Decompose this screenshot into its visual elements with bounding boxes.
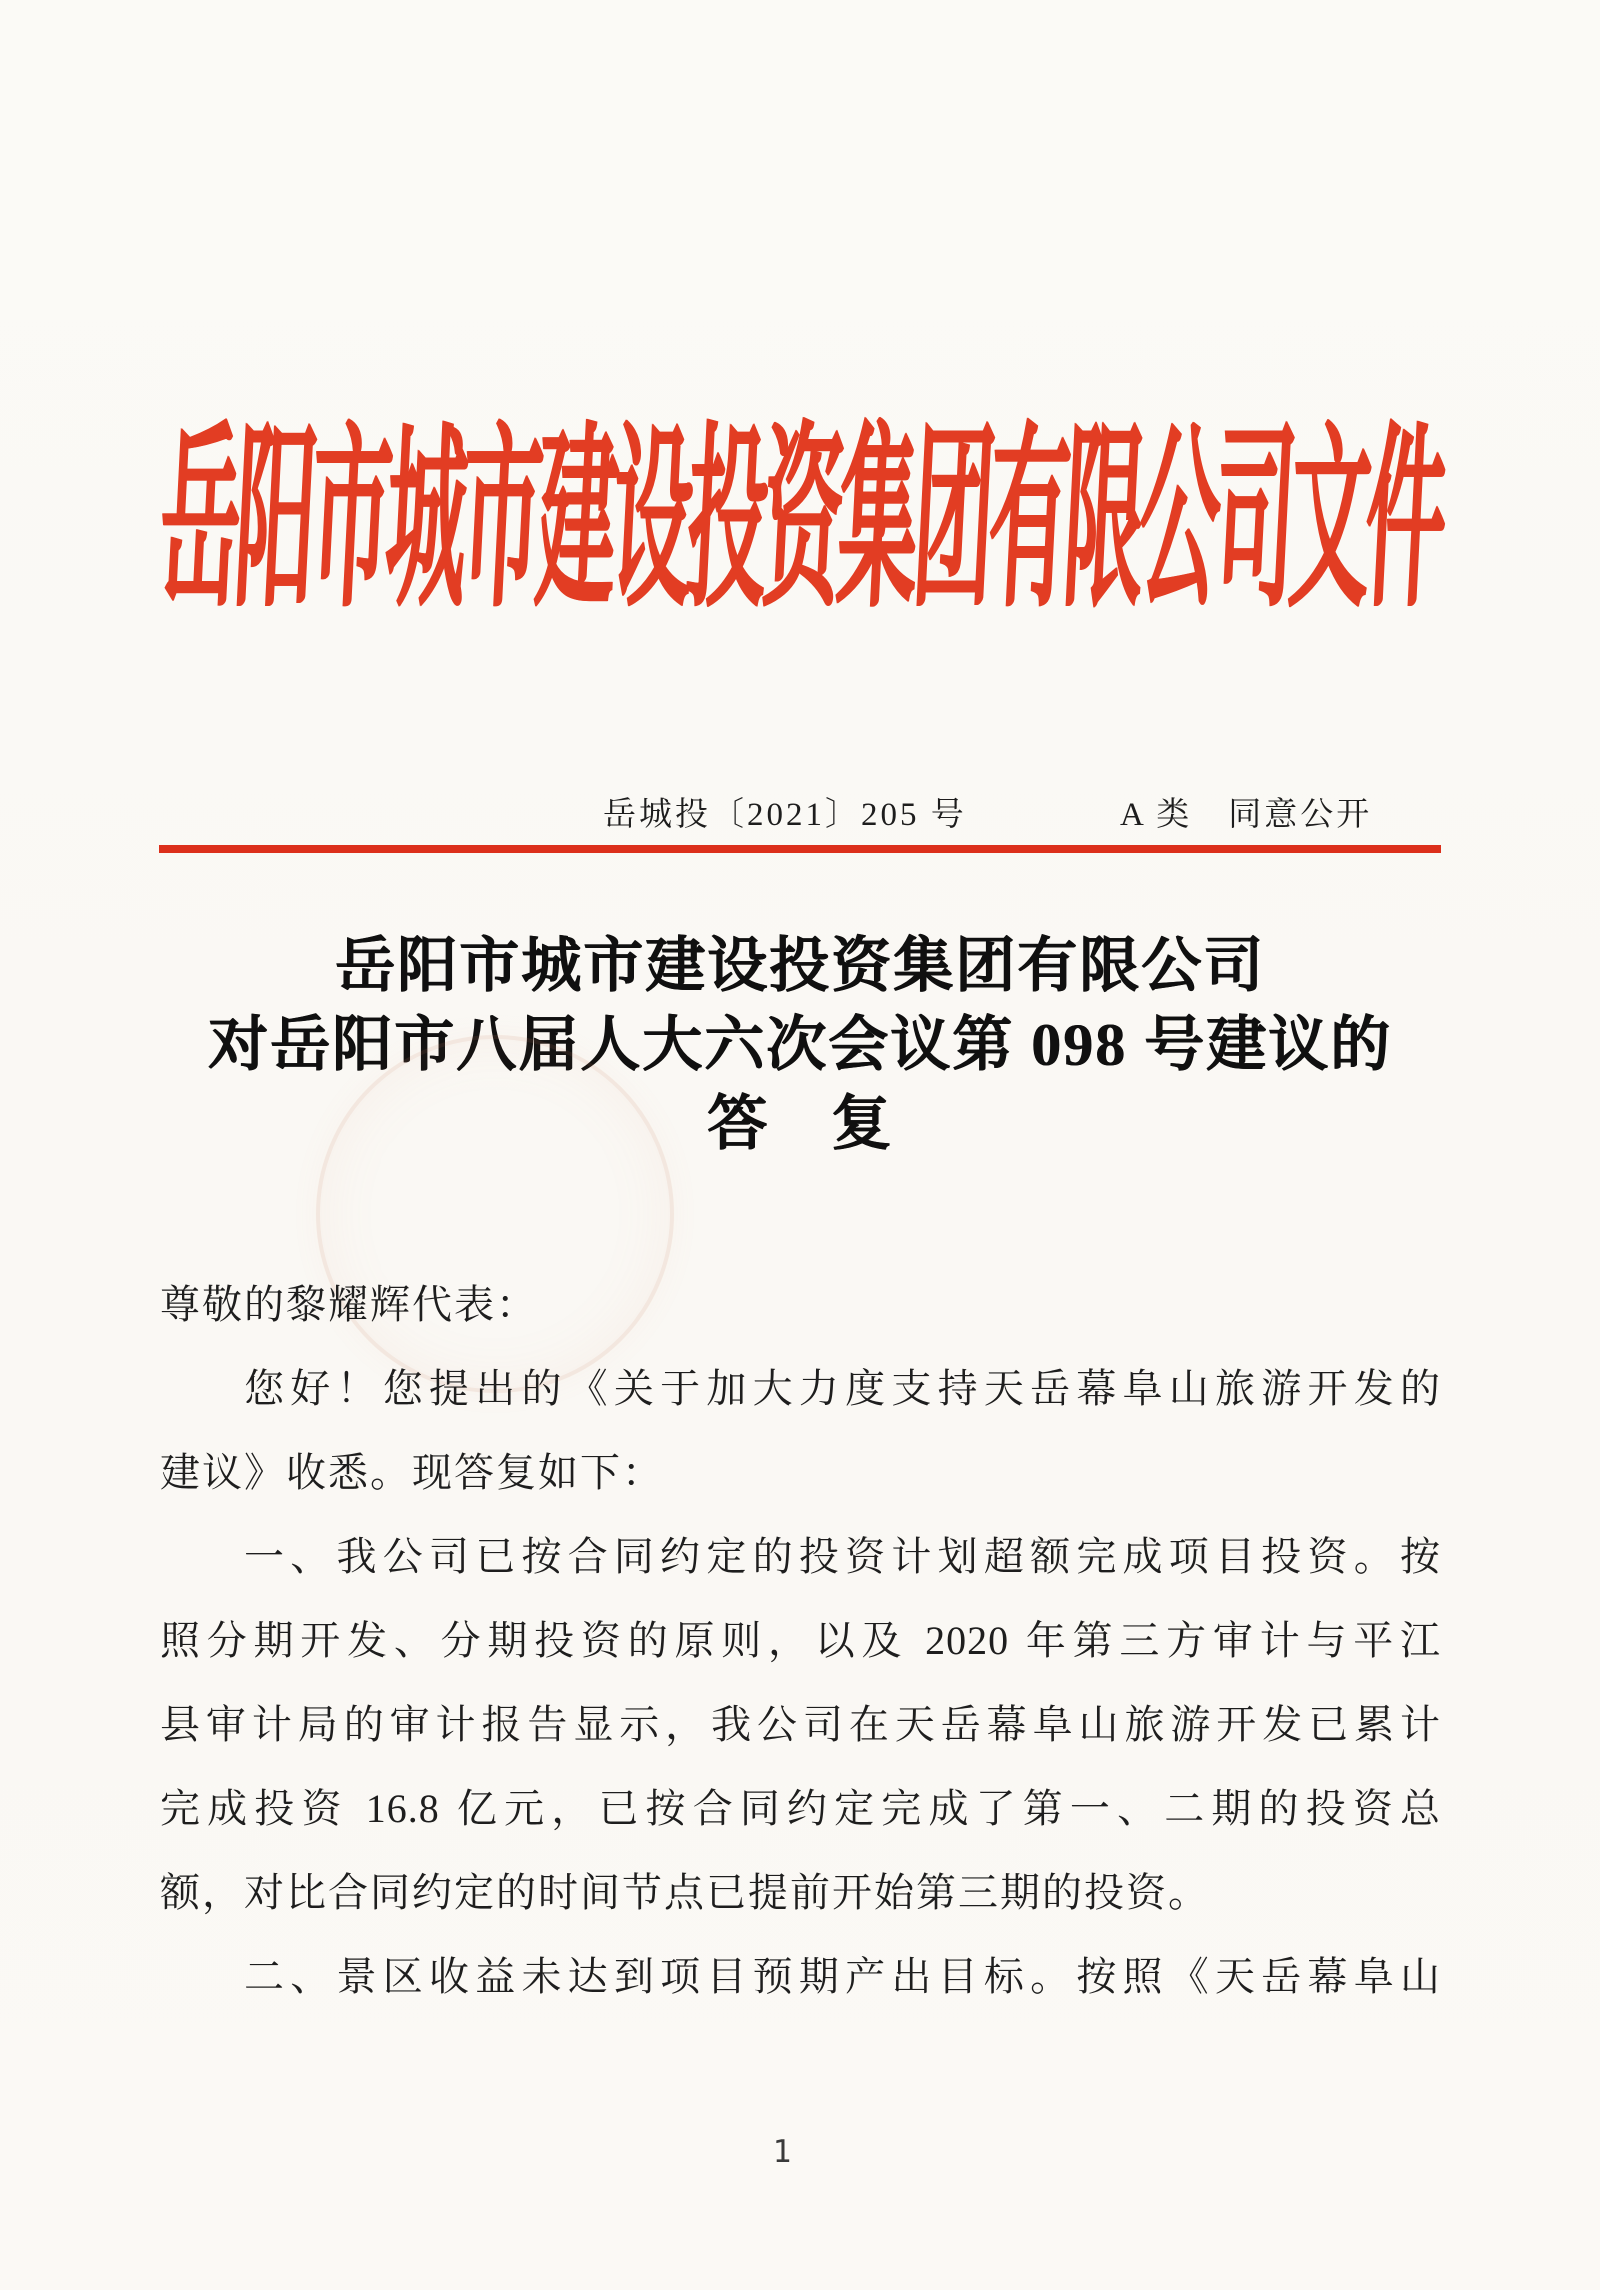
page-number: 1	[772, 2134, 792, 2170]
document-body	[160, 1263, 1441, 2019]
org-letterhead-text: 岳阳市城市建设投资集团有限公司文件	[154, 410, 1446, 632]
document-title-line-1: 岳阳市城市建设投资集团有限公司	[335, 933, 1265, 999]
classification-label: A 类 同意公开	[1120, 797, 1373, 833]
body-line: 尊敬的黎耀辉代表：	[160, 1282, 538, 1327]
red-divider-line	[159, 845, 1441, 853]
body-line: 额，对比合同约定的时间节点已提前开始第三期的投资。	[160, 1870, 1210, 1915]
body-line: 二、景区收益未达到项目预期产出目标。按照《天岳幕阜山	[244, 1954, 1441, 1999]
body-line: 您好！您提出的《关于加大力度支持天岳幕阜山旅游开发的	[244, 1366, 1441, 1411]
body-line: 建议》收悉。现答复如下：	[160, 1450, 664, 1495]
body-line: 完成投资 16.8 亿元，已按合同约定完成了第一、二期的投资总	[160, 1786, 1441, 1831]
body-line: 一、我公司已按合同约定的投资计划超额完成项目投资。按	[244, 1534, 1441, 1579]
body-line: 县审计局的审计报告显示，我公司在天岳幕阜山旅游开发已累计	[160, 1702, 1441, 1747]
document-number: 岳城投〔2021〕205 号	[603, 797, 967, 833]
body-line: 照分期开发、分期投资的原则，以及 2020 年第三方审计与平江	[160, 1618, 1441, 1663]
document-title-line-3: 答 复	[707, 1091, 893, 1157]
document-title-line-2: 对岳阳市八届人大六次会议第 098 号建议的	[208, 1012, 1392, 1078]
org-letterhead-title	[0, 410, 1600, 632]
